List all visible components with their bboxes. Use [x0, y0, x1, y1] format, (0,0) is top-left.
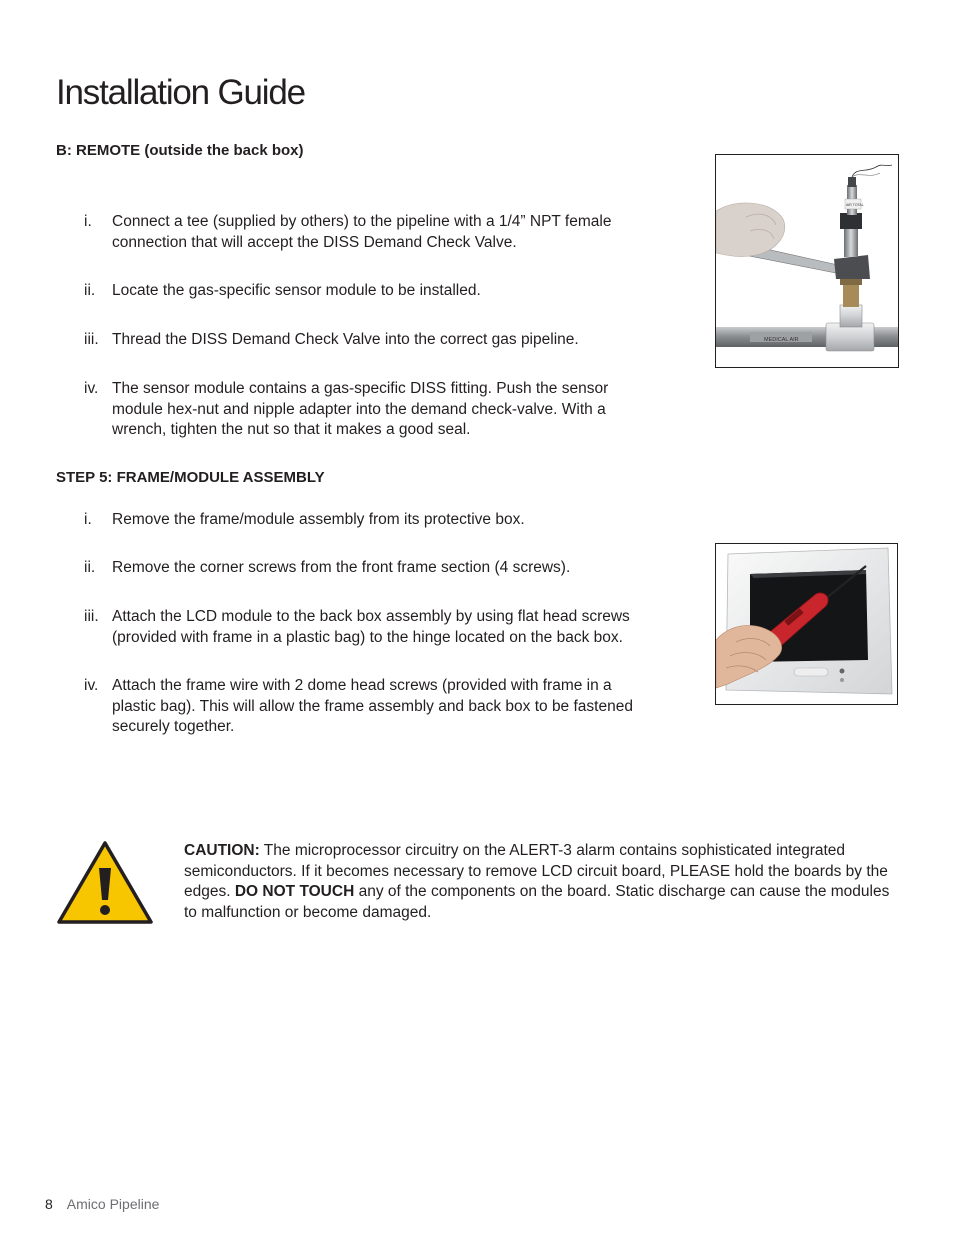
caution-label: CAUTION: [184, 842, 260, 859]
sensor-label: AIR TOTAL [846, 203, 864, 207]
caution-emphasis: DO NOT TOUCH [234, 883, 355, 901]
list-item [84, 379, 654, 441]
list-item-number: iii. [84, 608, 99, 625]
step5-heading: STEP 5: FRAME/MODULE ASSEMBLY [56, 469, 325, 486]
warning-triangle-icon [56, 840, 154, 931]
list-item-text: Remove the corner screws from the front frame section (4 screws). [112, 559, 571, 576]
list-item [84, 281, 654, 302]
list-item [84, 212, 654, 253]
caution-body-2: any of the components on the board. Static discharge can cause the modules to malfunction or become damaged. [184, 883, 890, 922]
list-item [84, 558, 654, 579]
caution-body-1: The microprocessor circuitry on the ALERT-3 alarm contains sophisticated integrated semiconductors. If it becomes necessary to remove LCD circuit board, PLEASE hold the boards by the edges. [184, 842, 888, 901]
list-item-text: Attach the LCD module to the back box assembly by using flat head screws (provided with frame in a plastic bag) to the hinge located on the back box. [112, 608, 630, 646]
pipe-label: MEDICAL AIR [764, 337, 799, 343]
list-item [84, 330, 654, 351]
frame-assembly-photo [715, 543, 898, 705]
frame-assembly-illustration [716, 544, 897, 704]
list-item-number: iii. [84, 331, 99, 348]
list-item-number: iv. [84, 380, 99, 397]
pipeline-sensor-photo [715, 154, 899, 368]
list-item-text: Attach the frame wire with 2 dome head screws (provided with frame in a plastic bag). This will allow the frame assembly and back box to be fastened securely together. [112, 677, 633, 736]
list-item-text: Locate the gas-specific sensor module to be installed. [112, 282, 481, 299]
list-item-number: ii. [84, 559, 96, 576]
list-item-number: iv. [84, 677, 99, 694]
footer-brand: Amico Pipeline [66, 1196, 160, 1212]
list-item-text: Remove the frame/module assembly from its protective box. [112, 511, 525, 528]
list-item-number: i. [84, 511, 92, 528]
list-item-text: Thread the DISS Demand Check Valve into the correct gas pipeline. [112, 331, 579, 348]
page-title: Installation Guide [56, 73, 305, 113]
pipeline-sensor-illustration [716, 155, 898, 367]
list-item-text: Connect a tee (supplied by others) to the pipeline with a 1/4” NPT female connection that will accept the DISS Demand Check Valve. [112, 213, 612, 251]
list-item-number: ii. [84, 282, 96, 299]
caution-text [184, 841, 896, 924]
list-item [84, 510, 654, 531]
list-item [84, 676, 654, 738]
page-number: 8 [45, 1196, 53, 1212]
section-b-heading: B: REMOTE (outside the back box) [56, 142, 304, 159]
list-item-number: i. [84, 213, 92, 230]
page-footer [45, 1196, 159, 1212]
list-item-text: The sensor module contains a gas-specific DISS fitting. Push the sensor module hex-nut and nipple adapter into the demand check-valve. With a wrench, tighten the nut so that it makes a good seal. [112, 380, 609, 439]
list-item [84, 607, 654, 648]
